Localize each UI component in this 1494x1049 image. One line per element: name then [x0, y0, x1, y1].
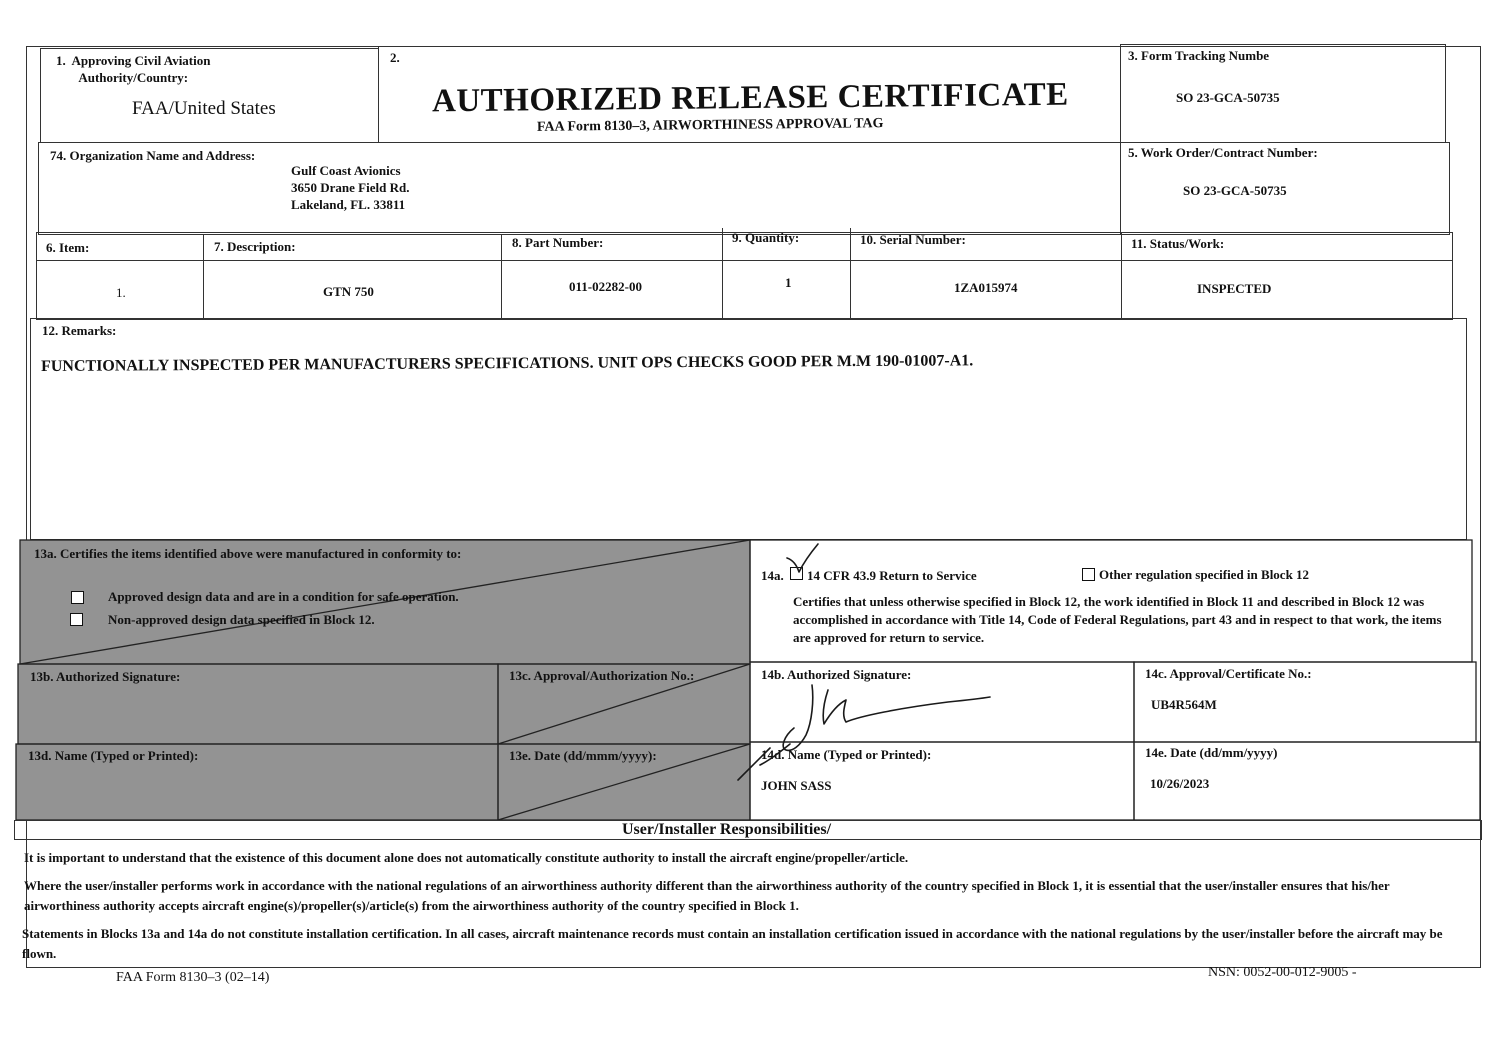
footer-nsn: NSN: 0052-00-012-9005 -: [1208, 965, 1357, 980]
block-14e-value: 10/26/2023: [1150, 776, 1210, 791]
cell-quantity: 1: [785, 275, 792, 290]
block-3-label: 3. Form Tracking Numbe: [1128, 48, 1270, 63]
responsibilities-p2: Where the user/installer performs work in accordance with the national regulations of an airworthiness authority different than the airworthiness authority of the country specified in Block 1, it is essential that the user/installer ensures that his/her airworthiness authority accepts aircraft engine(s)/propeller(s)/article(s) from the airworthiness authority of the country specified in Block 1.: [24, 878, 1390, 913]
cell-serial-number: 1ZA015974: [954, 280, 1018, 295]
org-line-3: Lakeland, FL. 33811: [291, 197, 406, 212]
form-title: AUTHORIZED RELEASE CERTIFICATE: [431, 76, 1069, 120]
block-14a-text: Certifies that unless otherwise specified in Block 12, the work identified in Block 11 and described in Block 12 was accomplished in accordance with Title 14, Code of Federal Regulations, part 43 and in respect to that work, the items are approved for return to service.: [793, 594, 1442, 645]
block-14d-label: 14d. Name (Typed or Printed):: [761, 747, 932, 762]
block-1-label: 1. Approving Civil Aviation Authority/Country:: [56, 53, 211, 85]
cell-status-work: INSPECTED: [1197, 281, 1272, 296]
header-quantity: 9. Quantity:: [732, 230, 800, 245]
block-14b-label: 14b. Authorized Signature:: [761, 667, 912, 682]
remarks-text: FUNCTIONALLY INSPECTED PER MANUFACTURERS SPECIFICATIONS. UNIT OPS CHECKS GOOD PER M.M 190-01007-A1.: [41, 352, 974, 375]
block-14e-label: 14e. Date (dd/mm/yyyy): [1145, 745, 1278, 760]
block-1-value: FAA/United States: [132, 98, 276, 119]
block-14c-value: UB4R564M: [1151, 697, 1217, 712]
responsibilities-p1: It is important to understand that the existence of this document alone does not automatically constitute authority to install the aircraft engine/propeller/article.: [24, 850, 909, 865]
org-line-2: 3650 Drane Field Rd.: [291, 180, 410, 195]
header-part-number: 8. Part Number:: [512, 235, 604, 250]
header-item: 6. Item:: [46, 240, 90, 255]
block-13b-label: 13b. Authorized Signature:: [30, 669, 181, 684]
block-13a-label: 13a. Certifies the items identified above were manufactured in conformity to:: [34, 546, 462, 561]
block-13c-label: 13c. Approval/Authorization No.:: [509, 668, 695, 683]
block-12-label: 12. Remarks:: [42, 323, 117, 338]
responsibilities-heading: User/Installer Responsibilities/: [622, 821, 832, 838]
form-subtitle: FAA Form 8130–3, AIRWORTHINESS APPROVAL TAG: [536, 116, 884, 135]
header-serial-number: 10. Serial Number:: [860, 232, 966, 247]
option-14cfr-43-9: 14 CFR 43.9 Return to Service: [807, 568, 977, 583]
footer-form-number: FAA Form 8130–3 (02–14): [116, 970, 270, 985]
cell-item: 1.: [116, 285, 126, 300]
block-13e-label: 13e. Date (dd/mmm/yyyy):: [509, 748, 657, 763]
cell-part-number: 011-02282-00: [569, 279, 642, 294]
block-5-label: 5. Work Order/Contract Number:: [1128, 145, 1318, 160]
responsibilities-p3: Statements in Blocks 13a and 14a do not constitute installation certification. In all cases, aircraft maintenance records must contain an installation certification issued in accordance with the national regulations by the user/installer before the aircraft may be flown.: [22, 926, 1443, 961]
block-2-number: 2.: [390, 50, 400, 65]
block-14d-value: JOHN SASS: [761, 778, 832, 793]
option-non-approved-design: Non-approved design data specified in Block 12.: [108, 612, 375, 627]
header-status-work: 11. Status/Work:: [1131, 236, 1225, 251]
block-4-label: 74. Organization Name and Address:: [50, 148, 256, 163]
block-13d-label: 13d. Name (Typed or Printed):: [28, 748, 199, 763]
block-3-value: SO 23-GCA-50735: [1176, 90, 1280, 105]
header-description: 7. Description:: [214, 239, 296, 254]
block-14a-label: 14a.: [761, 568, 784, 583]
cell-description: GTN 750: [323, 284, 374, 299]
org-line-1: Gulf Coast Avionics: [291, 163, 401, 178]
option-other-regulation: Other regulation specified in Block 12: [1099, 567, 1310, 582]
block-5-value: SO 23-GCA-50735: [1183, 183, 1287, 198]
block-14c-label: 14c. Approval/Certificate No.:: [1145, 666, 1312, 681]
option-approved-design: Approved design data and are in a condition for safe operation.: [108, 589, 459, 604]
